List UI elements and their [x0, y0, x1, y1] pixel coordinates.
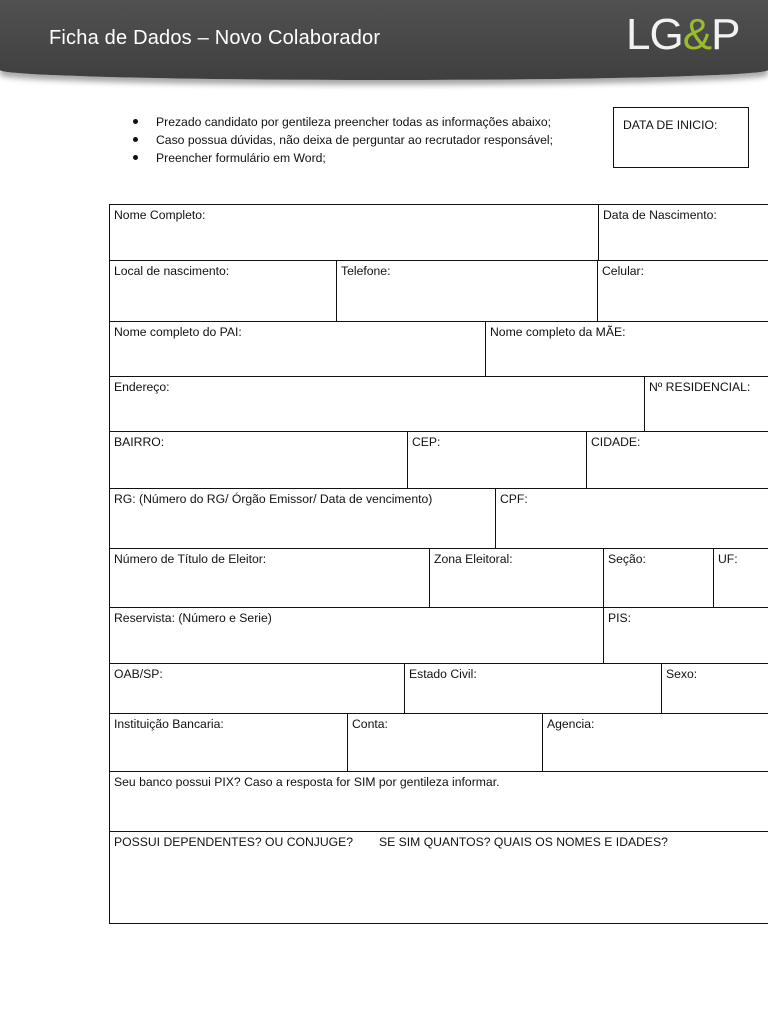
field-label: Instituição Bancaria: — [114, 717, 224, 731]
field-label: Sexo: — [666, 667, 698, 681]
field-label: CEP: — [412, 435, 441, 449]
instituicao-bancaria-field[interactable] — [110, 713, 348, 771]
sexo-field[interactable] — [662, 663, 768, 713]
field-label: Seu banco possui PIX? Caso a resposta for SIM por gentileza informar. — [114, 775, 500, 789]
local-nascimento-field[interactable] — [110, 260, 337, 321]
field-label: CPF: — [500, 492, 528, 506]
agencia-field[interactable] — [543, 713, 768, 771]
start-date-label: DATA DE INICIO: — [623, 118, 718, 132]
rg-field[interactable] — [110, 488, 496, 548]
pis-field[interactable] — [604, 607, 768, 663]
field-label: Local de nascimento: — [114, 264, 230, 278]
pix-field[interactable] — [110, 771, 768, 831]
field-label: Estado Civil: — [409, 667, 477, 681]
field-label: Reservista: (Número e Serie) — [114, 611, 272, 625]
field-label: POSSUI DEPENDENTES? OU CONJUGE? — [114, 835, 354, 849]
instructions-list — [127, 113, 553, 167]
instruction-item: Caso possua dúvidas, não deixa de perguntar ao recrutador responsável; — [127, 131, 553, 149]
field-label: Celular: — [602, 264, 644, 278]
cidade-field[interactable] — [587, 431, 768, 488]
field-label: Endereço: — [114, 380, 170, 394]
field-label: Data de Nascimento: — [603, 208, 717, 222]
field-label: Telefone: — [341, 264, 391, 278]
company-logo — [626, 10, 739, 60]
titulo-eleitor-field[interactable] — [110, 548, 430, 607]
nome-mae-field[interactable] — [486, 321, 768, 376]
logo-ampersand: & — [682, 10, 712, 59]
header-bar — [0, 0, 768, 80]
logo-text-p: P — [711, 10, 740, 59]
numero-residencial-field[interactable] — [645, 376, 768, 431]
oab-field[interactable] — [110, 663, 405, 713]
field-label: Número de Título de Eleitor: — [114, 552, 267, 566]
instruction-item: Prezado candidato por gentileza preencher todas as informações abaixo; — [127, 113, 553, 131]
zona-eleitoral-field[interactable] — [430, 548, 604, 607]
instruction-item: Preencher formulário em Word; — [127, 149, 553, 167]
page-title: Ficha de Dados – Novo Colaborador — [49, 27, 381, 49]
field-label: CIDADE: — [591, 435, 641, 449]
cpf-field[interactable] — [496, 488, 768, 548]
nome-completo-field[interactable] — [110, 204, 599, 260]
endereco-field[interactable] — [110, 376, 645, 431]
employee-data-form — [109, 204, 768, 924]
nome-pai-field[interactable] — [110, 321, 486, 376]
estado-civil-field[interactable] — [405, 663, 662, 713]
field-label: Nome completo do PAI: — [114, 325, 242, 339]
field-label: OAB/SP: — [114, 667, 163, 681]
field-label: Zona Eleitoral: — [434, 552, 513, 566]
field-label: RG: (Número do RG/ Órgão Emissor/ Data de vencimento) — [114, 492, 433, 506]
data-nascimento-field[interactable] — [599, 204, 768, 260]
field-label: Agencia: — [547, 717, 595, 731]
field-label: Nome completo da MÃE: — [490, 325, 626, 339]
field-label: BAIRRO: — [114, 435, 165, 449]
uf-field[interactable] — [714, 548, 768, 607]
conta-field[interactable] — [348, 713, 543, 771]
dependentes-field[interactable] — [110, 831, 768, 924]
field-label: PIS: — [608, 611, 632, 625]
field-label: UF: — [718, 552, 738, 566]
secao-field[interactable] — [604, 548, 714, 607]
field-label: Conta: — [352, 717, 388, 731]
field-label: Seção: — [608, 552, 646, 566]
celular-field[interactable] — [598, 260, 768, 321]
reservista-field[interactable] — [110, 607, 604, 663]
telefone-field[interactable] — [337, 260, 598, 321]
field-label: Nº RESIDENCIAL: — [649, 380, 751, 394]
field-label: Nome Completo: — [114, 208, 206, 222]
logo-text-lg: LG — [626, 10, 683, 59]
field-label-detail: SE SIM QUANTOS? QUAIS OS NOMES E IDADES? — [379, 835, 668, 849]
cep-field[interactable] — [408, 431, 587, 488]
bairro-field[interactable] — [110, 431, 408, 488]
start-date-field[interactable] — [613, 107, 749, 168]
